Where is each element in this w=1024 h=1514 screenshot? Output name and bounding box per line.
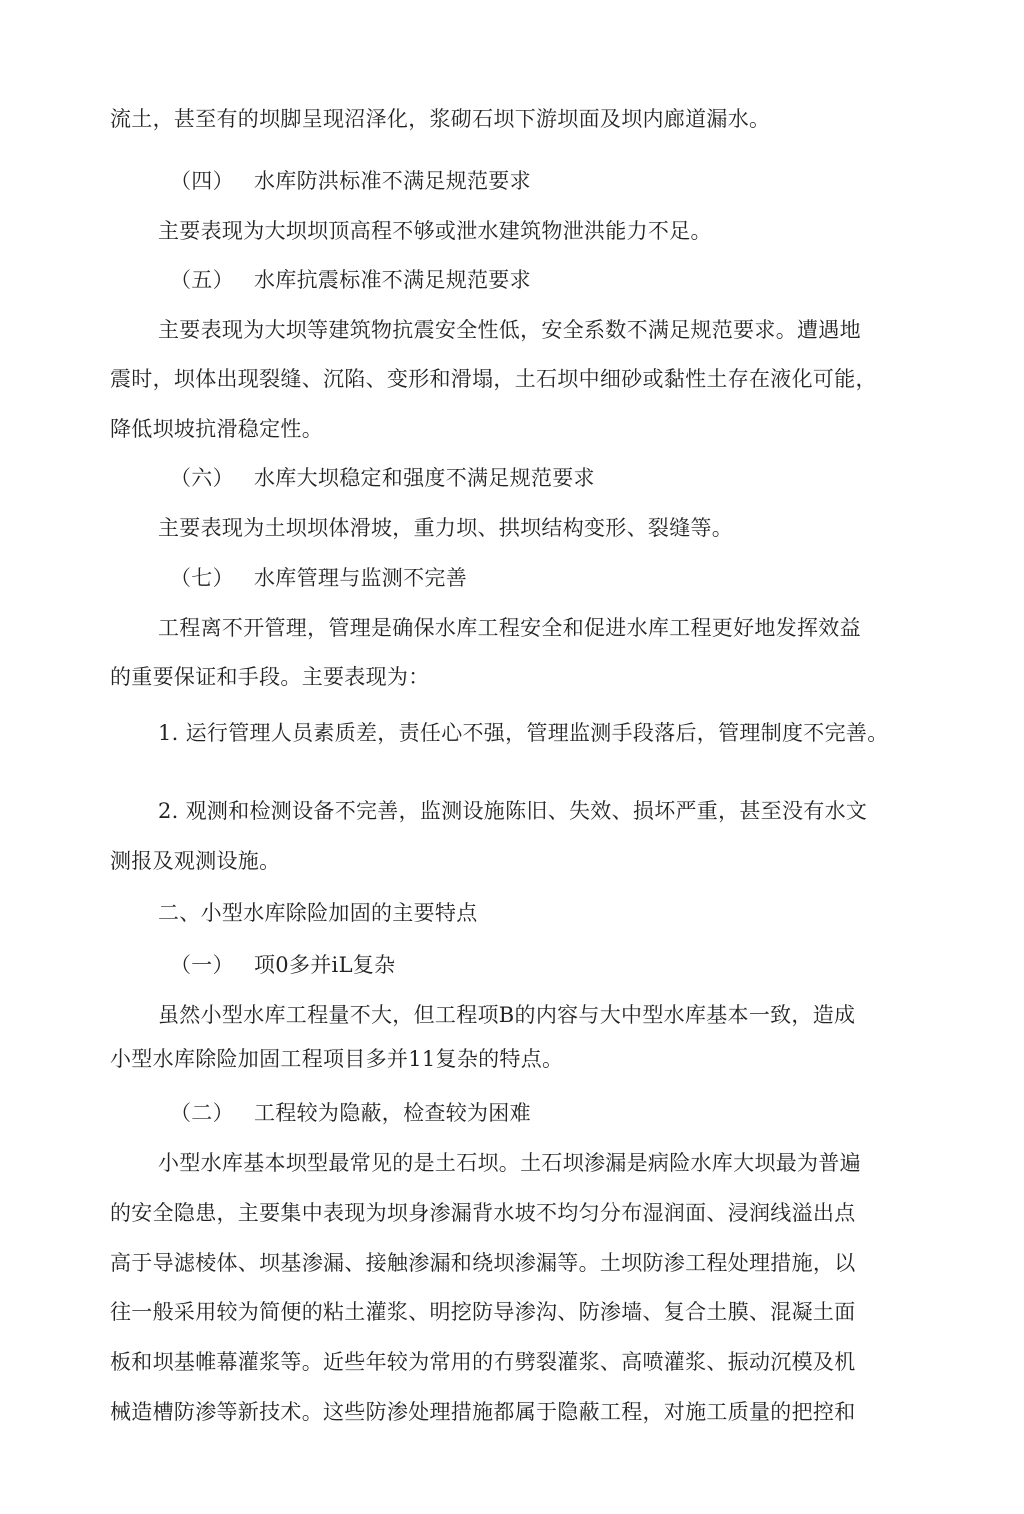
section-heading: [170, 265, 970, 295]
paragraph-line: 往一般采用较为简便的粘土灌浆、明挖防导渗沟、防渗墙、复合土膜、混凝土面: [110, 1300, 856, 1324]
paragraph-line: 流土，甚至有的坝脚呈现沼泽化，浆砌石坝下游坝面及坝内廊道漏水。: [110, 107, 771, 131]
heading-text: 项0多并iL复杂: [254, 953, 396, 977]
paragraph-line: 的安全隐患，主要集中表现为坝身渗漏背水坡不均匀分布湿润面、浸润线溢出点: [110, 1201, 856, 1225]
section-heading: [170, 166, 970, 196]
paragraph-line: 小型水库除险加固工程项目多并11复杂的特点。: [110, 1047, 564, 1071]
paragraph-line: 测报及观测设施。: [110, 849, 281, 873]
paragraph-line: 降低坝坡抗滑稳定性。: [110, 417, 323, 441]
heading-text: 水库管理与监测不完善: [254, 566, 467, 590]
heading-number: （二）: [170, 1101, 234, 1125]
paragraph-line: 震时，坝体出现裂缝、沉陷、变形和滑塌，土石坝中细砂或黏性土存在液化可能，: [110, 367, 877, 391]
paragraph-line: 工程离不开管理，管理是确保水库工程安全和促进水库工程更好地发挥效益: [158, 616, 861, 640]
chapter-heading: 二、小型水库除险加固的主要特点: [158, 901, 478, 925]
section-heading: [170, 1098, 970, 1128]
paragraph-line: 板和坝基帷幕灌浆等。近些年较为常用的冇劈裂灌浆、高喷灌浆、振动沉模及机: [110, 1350, 856, 1374]
heading-text: 水库防洪标准不满足规范要求: [254, 169, 531, 193]
heading-number: （一）: [170, 953, 234, 977]
section-heading: [170, 463, 970, 493]
paragraph-line: 主要表现为大坝坝顶高程不够或泄水建筑物泄洪能力不足。: [158, 219, 712, 243]
section-heading: [170, 563, 970, 593]
heading-text: 水库大坝稳定和强度不满足规范要求: [254, 466, 595, 490]
list-item: 2. 观测和检测设备不完善，监测设施陈旧、失效、损坏严重，甚至没有水文: [158, 799, 868, 823]
heading-number: （五）: [170, 268, 234, 292]
paragraph-line: 虽然小型水库工程量不大，但工程项B的内容与大中型水库基本一致，造成: [158, 1003, 856, 1027]
heading-number: （七）: [170, 566, 234, 590]
paragraph-line: 小型水库基本坝型最常见的是土石坝。土石坝渗漏是病险水库大坝最为普遍: [158, 1151, 861, 1175]
heading-text: 工程较为隐蔽，检查较为困难: [254, 1101, 531, 1125]
paragraph-line: 主要表现为土坝坝体滑坡，重力坝、拱坝结构变形、裂缝等。: [158, 516, 734, 540]
section-heading: [170, 950, 970, 980]
paragraph-line: 高于导滤棱体、坝基渗漏、接触渗漏和绕坝渗漏等。土坝防渗工程处理措施，以: [110, 1251, 856, 1275]
paragraph-line: 主要表现为大坝等建筑物抗震安全性低，安全系数不满足规范要求。遭遇地: [158, 318, 861, 342]
heading-number: （六）: [170, 466, 234, 490]
heading-text: 水库抗震标准不满足规范要求: [254, 268, 531, 292]
list-item: 1. 运行管理人员素质差，责任心不强，管理监测手段落后，管理制度不完善。: [158, 721, 889, 745]
paragraph-line: 的重要保证和手段。主要表现为：: [110, 665, 430, 689]
paragraph-line: 械造槽防渗等新技术。这些防渗处理措施都属于隐蔽工程，对施工质量的把控和: [110, 1400, 856, 1424]
heading-number: （四）: [170, 169, 234, 193]
